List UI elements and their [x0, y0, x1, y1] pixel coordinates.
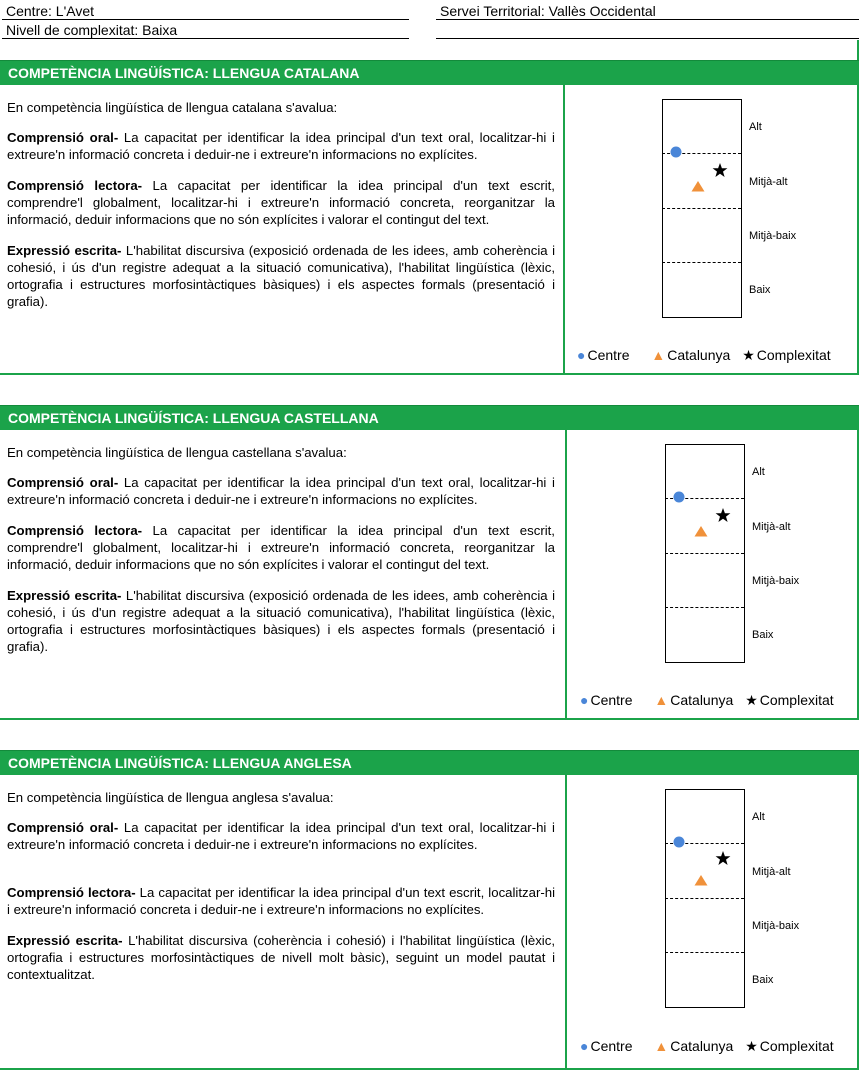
legend-centre: Centre [590, 692, 633, 708]
chart-legend [580, 1038, 834, 1054]
section-body [0, 85, 859, 375]
column-divider [565, 775, 567, 1068]
item-text: La capacitat per identificar la idea principal d'un text escrit, localitzar-hi i extreure'n informació concreta i deduir-ne i extreure'n informacions no explícites. [7, 885, 555, 917]
dash-line [665, 952, 744, 953]
dash-line [665, 607, 744, 608]
level-label-mitja-baix: Mitjà-baix [752, 920, 800, 932]
dash-line [665, 553, 744, 554]
star-icon: ★ [745, 692, 758, 708]
legend-catalunya: Catalunya [667, 347, 731, 363]
triangle-icon: ▲ [651, 347, 666, 363]
star-icon: ★ [745, 1038, 758, 1054]
legend-complexitat: Complexitat [756, 347, 831, 363]
nivell-field: Nivell de complexitat: Baixa [2, 22, 409, 39]
level-chart [660, 99, 859, 319]
legend-centre: Centre [587, 347, 630, 363]
servei-field: Servei Territorial: Vallès Occidental [436, 3, 859, 20]
dash-line [662, 208, 741, 209]
level-label-baix: Baix [752, 974, 774, 986]
intro-text: En competència lingüística de llengua anglesa s'avalua: [7, 790, 334, 805]
level-chart [663, 789, 859, 1009]
item-label: Comprensió lectora- [7, 178, 143, 193]
item-text: La capacitat per identificar la idea principal d'un text oral, localitzar-hi i extreure'n informació concreta i deduir-ne i extreure'n informacions no explícites. [7, 475, 555, 507]
item-text: L'habilitat discursiva (coherència i cohesió) i l'habilitat lingüística (lèxic, ortografia i estructures morfosintàctiques de nivell molt bàsic), seguint un model pautat i contextualitzat. [7, 933, 555, 982]
item-label: Comprensió lectora- [7, 885, 136, 900]
item-label: Comprensió lectora- [7, 523, 143, 538]
catalunya-marker [694, 525, 708, 537]
level-label-alt: Alt [752, 466, 765, 478]
intro-text: En competència lingüística de llengua castellana s'avalua: [7, 445, 347, 460]
section-catalana [0, 60, 859, 375]
section-body [0, 775, 859, 1070]
item-text: L'habilitat discursiva (exposició ordenada de les idees, amb coherència i cohesió, i ús d'un registre adequat a la situació comunicativa), l'habilitat lingüística (lèxic, ortografia i estructures morfosintàctiques bàsiques) i els aspectes formals (presentació i grafia). [7, 588, 555, 654]
complexitat-marker [715, 850, 731, 866]
item-text: La capacitat per identificar la idea principal d'un text escrit, comprendre'l globalment, localitzar-hi i extreure'n informació concreta, reorganitzar la informació, deduir informacions que no són explícites i valorar el contingut del text. [7, 178, 555, 227]
item-lectora [7, 177, 555, 228]
description [7, 444, 555, 669]
chart-legend [580, 692, 834, 708]
level-label-baix: Baix [749, 284, 771, 296]
item-text: La capacitat per identificar la idea principal d'un text oral, localitzar-hi i extreure'n informació concreta i deduir-ne i extreure'n informacions no explícites. [7, 820, 555, 852]
section-title: COMPETÈNCIA LINGÜÍSTICA: LLENGUA ANGLESA [0, 750, 859, 775]
level-label-baix: Baix [752, 629, 774, 641]
item-escrita [7, 587, 555, 655]
section-title: COMPETÈNCIA LINGÜÍSTICA: LLENGUA CATALANA [0, 60, 859, 85]
level-chart [663, 444, 859, 664]
circle-icon: ● [580, 1038, 589, 1054]
blank-field [436, 22, 859, 39]
item-text: La capacitat per identificar la idea principal d'un text oral, localitzar-hi i extreure'n informació concreta i deduir-ne i extreure'n informacions no explícites. [7, 130, 555, 162]
section-castellana [0, 405, 859, 720]
level-label-mitja-baix: Mitjà-baix [752, 575, 800, 587]
section-anglesa [0, 750, 859, 1070]
triangle-icon: ▲ [654, 692, 669, 708]
complexitat-marker [712, 162, 728, 178]
item-escrita [7, 242, 555, 310]
centre-marker [673, 836, 685, 848]
item-oral [7, 819, 555, 853]
star-icon: ★ [742, 347, 755, 363]
item-label: Expressió escrita- [7, 243, 122, 258]
section-title: COMPETÈNCIA LINGÜÍSTICA: LLENGUA CASTELLANA [0, 405, 859, 430]
legend-centre: Centre [590, 1038, 633, 1054]
level-label-mitja-baix: Mitjà-baix [749, 230, 797, 242]
catalunya-marker [694, 874, 708, 886]
item-text: La capacitat per identificar la idea principal d'un text escrit, comprendre'l globalment, localitzar-hi i extreure'n informació concreta, reorganitzar la informació, deduir informacions que no són explícites i valorar el contingut del text. [7, 523, 555, 572]
column-divider [565, 430, 567, 718]
description [7, 789, 555, 997]
level-label-alt: Alt [749, 121, 762, 133]
item-oral [7, 129, 555, 163]
catalunya-marker [691, 180, 705, 192]
item-lectora [7, 522, 555, 573]
triangle-icon: ▲ [654, 1038, 669, 1054]
item-label: Expressió escrita- [7, 933, 123, 948]
legend-complexitat: Complexitat [759, 692, 834, 708]
item-label: Comprensió oral- [7, 130, 119, 145]
section-body [0, 430, 859, 720]
level-label-alt: Alt [752, 811, 765, 823]
circle-icon: ● [580, 692, 589, 708]
legend-complexitat: Complexitat [759, 1038, 834, 1054]
circle-icon: ● [577, 347, 586, 363]
legend-catalunya: Catalunya [670, 1038, 734, 1054]
item-oral [7, 474, 555, 508]
item-text: L'habilitat discursiva (exposició ordenada de les idees, amb coherència i cohesió, i ús d'un registre adequat a la situació comunicativa), l'habilitat lingüística (lèxic, ortografia i estructures morfosintàctiques bàsiques) i els aspectes formals (presentació i grafia). [7, 243, 555, 309]
dash-line [665, 898, 744, 899]
legend-catalunya: Catalunya [670, 692, 734, 708]
intro-text: En competència lingüística de llengua catalana s'avalua: [7, 100, 338, 115]
item-lectora [7, 884, 555, 918]
level-label-mitja-alt: Mitjà-alt [752, 521, 791, 533]
centre-marker [673, 491, 685, 503]
item-label: Comprensió oral- [7, 475, 119, 490]
item-label: Comprensió oral- [7, 820, 119, 835]
centre-field: Centre: L'Avet [2, 3, 409, 20]
item-label: Expressió escrita- [7, 588, 122, 603]
dash-line [662, 262, 741, 263]
centre-marker [670, 146, 682, 158]
item-escrita [7, 932, 555, 983]
column-divider [563, 85, 565, 373]
description [7, 99, 555, 324]
level-label-mitja-alt: Mitjà-alt [752, 866, 791, 878]
level-label-mitja-alt: Mitjà-alt [749, 176, 788, 188]
complexitat-marker [715, 507, 731, 523]
chart-legend [577, 347, 831, 363]
